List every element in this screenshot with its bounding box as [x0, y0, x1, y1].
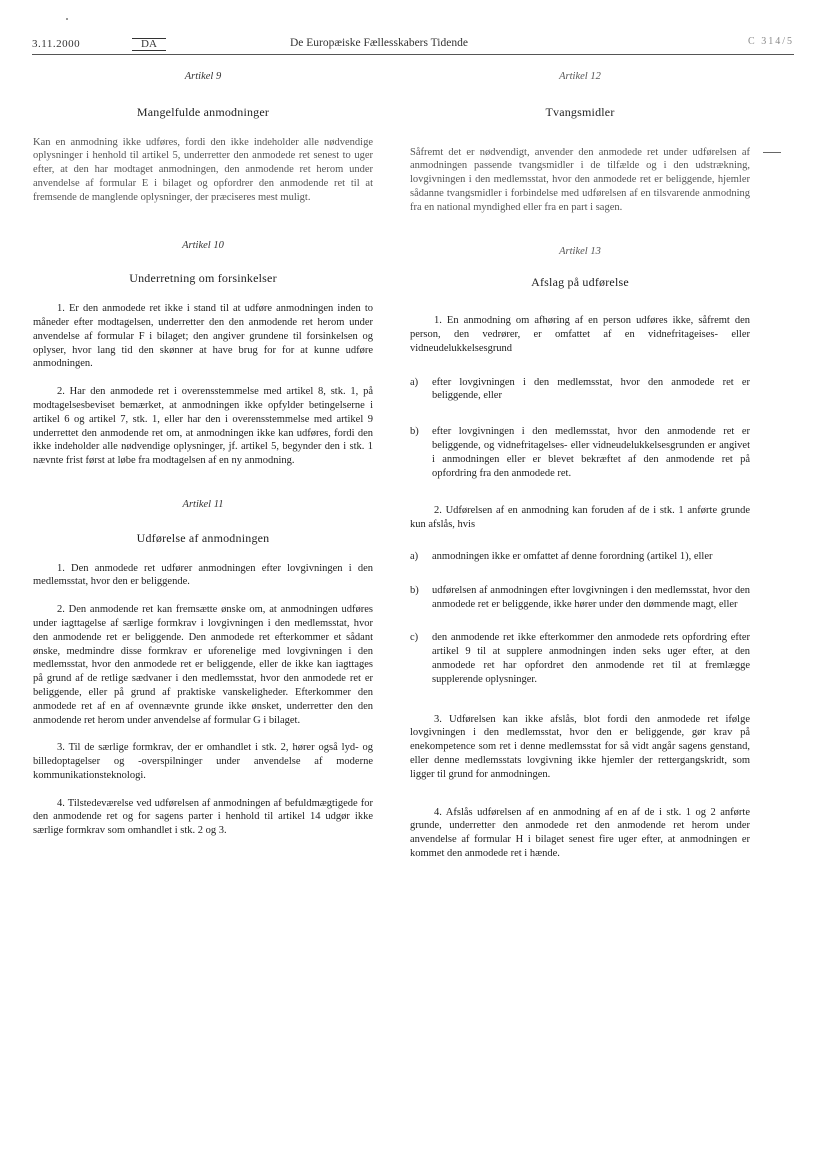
article-9-text: Kan en anmodning ikke udføres, fordi den ikke indeholder alle nødvendige oplysninger i henhold til artikel 5, underretter den anmodede ret senest to uger efter, at den har modtaget anmodningen, den anmodende ret herom under anvendelse af formular E i bilaget og opfordrer den anmodende ret til at fremsende de manglende oplysninger, der præciseres mest muligt.	[33, 136, 373, 203]
article-12-number: Artikel 12	[559, 71, 601, 82]
article-9-title: Mangelfulde anmodninger	[136, 104, 270, 119]
article-12-title: Tvangsmidler	[545, 104, 615, 119]
left-column	[33, 70, 373, 838]
article-10-title: Underretning om forsinkelser	[129, 271, 277, 286]
article-12-text: Såfremt det er nødvendigt, anvender den anmodede ret under udførelsen af anmodningen passende tvangsmidler i de tilfælde og i den udstrækning, lovgivningen i den medlemsstat, hvor den anmodede ret er beliggende, hjemler sådanne tvangsmidler i forbindelse med udførelsen af en tilsvarende anmodning fra en national myndighed eller fra en part i sagen.	[410, 146, 750, 213]
article-11-number: Artikel 11	[182, 498, 224, 510]
article-13-para-2-item-b	[410, 584, 750, 612]
article-13-para-1: 1. En anmodning om afhøring af en person udføres ikke, såfremt den person, den vedrører, er omfattet af en vidnefritageises- eller vidneudelukkelsesgrund	[410, 315, 750, 354]
article-13-number: Artikel 13	[559, 245, 601, 257]
item-text: efter lovgivningen i den medlemsstat, hvor den anmodede ret er beliggende, eller	[432, 376, 750, 402]
item-text: efter lovgivningen i den medlemsstat, hvor den anmodende ret er beliggende, og vidnefritagelses- eller vidneudelukkelsesgrunden er angivet i anmodningen eller er blevet bekræftet af den anmodende ret på opfordring fra den anmodede ret.	[432, 426, 750, 479]
publication-date: 3.11.2000	[32, 38, 81, 50]
article-13-title: Afslag på udførelse	[531, 275, 629, 290]
item-label: c)	[410, 632, 419, 644]
article-11-para-2: 2. Den anmodende ret kan fremsætte ønske om, at anmodningen udføres under iagttagelse af særlige formkrav i lovgivningen i den medlemsstat, hvor den anmodende ret er beliggende. Den anmodede ret efterkommer et sådant ønske, medmindre disse formkrav er uforenelige med lovgivningen i den medlemsstat, hvor den anmodede ret er beliggende, eller de ikke kan iagttages på grund af de retlige sædvaner i den medlemsstat, hvor den anmodede ret er beliggende, eller på grund af praktiske vanskeligheder. Efterkommer den anmodede ret af en af ovennævnte grunde ikke ønsket, underretter den den anmodende ret herom under anvendelse af formular G i bilaget.	[33, 604, 373, 726]
article-11-para-1: 1. Den anmodede ret udfører anmodningen efter lovgivningen i den medlemsstat, hvor den er beliggende.	[33, 562, 373, 588]
article-10-number: Artikel 10	[182, 239, 224, 251]
article-11-para-3: 3. Til de særlige formkrav, der er omhandlet i stk. 2, hører også lyd- og billedoptagelser og -overspilninger under anvendelse af moderne kommunikationsteknologi.	[33, 742, 373, 781]
article-13-para-2: 2. Udførelsen af en anmodning kan foruden af de i stk. 1 anførte grunde kun afslås, hvis	[410, 505, 750, 531]
article-13-para-1-item-a	[410, 376, 750, 404]
article-11-title: Udførelse af anmodningen	[136, 530, 270, 545]
item-text: anmodningen ikke er omfattet af denne forordning (artikel 1), eller	[432, 550, 713, 562]
article-13-para-2-item-a	[410, 550, 750, 564]
article-13-para-2-item-c	[410, 631, 750, 686]
item-text: udførelsen af anmodningen efter lovgivningen i den medlemsstat, hvor den anmodede ret er beliggende, ikke hører under den dømmende magt, eller	[432, 584, 750, 610]
item-label: b)	[410, 426, 419, 438]
right-column	[410, 70, 750, 861]
article-10-para-2: 2. Har den anmodede ret i overensstemmelse med artikel 8, stk. 1, på modtagelsesbeviset bemærket, at anmodningen ikke opfylder betingelserne i artikel 6 og artikel 7, stk. 1, eller har den i overensstemmelse med artikel 9 underrettet den anmodende ret om, at anmodningen ikke kan udføres, fordi den ikke indeholder alle nødvendige oplysninger, jf. artikel 5, begynder den i stk. 1 nævnte frist først at løbe fra modtagelsen af en ny anmodning.	[33, 386, 373, 467]
item-text: den anmodende ret ikke efterkommer den anmodede rets opfordring efter artikel 9 til at supplere anmodningen inden seks uger efter, at den anmodede ret har opfordret den anmodende ret til at fremlægge supplerende oplysninger.	[432, 632, 750, 685]
article-11-para-4: 4. Tilstedeværelse ved udførelsen af anmodningen af befuldmægtigede for den anmodende ret og for sagens parter i henhold til artikel 14 udgør ikke særlige formkrav som omhandlet i stk. 2 og 3.	[33, 797, 373, 837]
page-header	[32, 34, 794, 54]
article-13-para-3: 3. Udførelsen kan ikke afslås, blot fordi den anmodede ret ifølge lovgivningen i den medlemsstat, hvor den er beliggende, gør krav på enekompetence som ret i denne medlemsstat for så vidt angår sagens genstand, eller denne medlemsstats lovgivning ikke hjemler der rettergangskridt, som ligger til grund for anmodningen.	[410, 713, 750, 780]
page-reference: C 314/5	[748, 36, 794, 47]
item-label: a)	[410, 550, 419, 562]
article-13-para-1-item-b	[410, 425, 750, 480]
article-13-para-4: 4. Afslås udførelsen af en anmodning af en af de i stk. 1 og 2 anførte grunde, underretter den anmodede ret den anmodende ret herom under anvendelse af formular H i bilaget senest fire uger efter, at anmodningen er kommet den anmodede ret i hænde.	[410, 806, 750, 859]
article-9-number: Artikel 9	[184, 71, 222, 82]
item-label: b)	[410, 584, 419, 596]
item-label: a)	[410, 376, 419, 388]
article-10-para-1: 1. Er den anmodede ret ikke i stand til at udføre anmodningen inden to måneder efter modtagelsen, underretter den den anmodende ret herom under anvendelse af formular F i bilaget; den angiver grundene til forsinkelsen og oplyser, hvor lang tid den skønner at have brug for for at kunne udføre anmodningen.	[33, 303, 373, 370]
margin-mark	[763, 152, 781, 153]
speck	[66, 18, 68, 20]
header-rule	[32, 54, 794, 55]
language-code: DA	[132, 38, 166, 51]
journal-title: De Europæiske Fællesskabers Tidende	[290, 37, 468, 49]
